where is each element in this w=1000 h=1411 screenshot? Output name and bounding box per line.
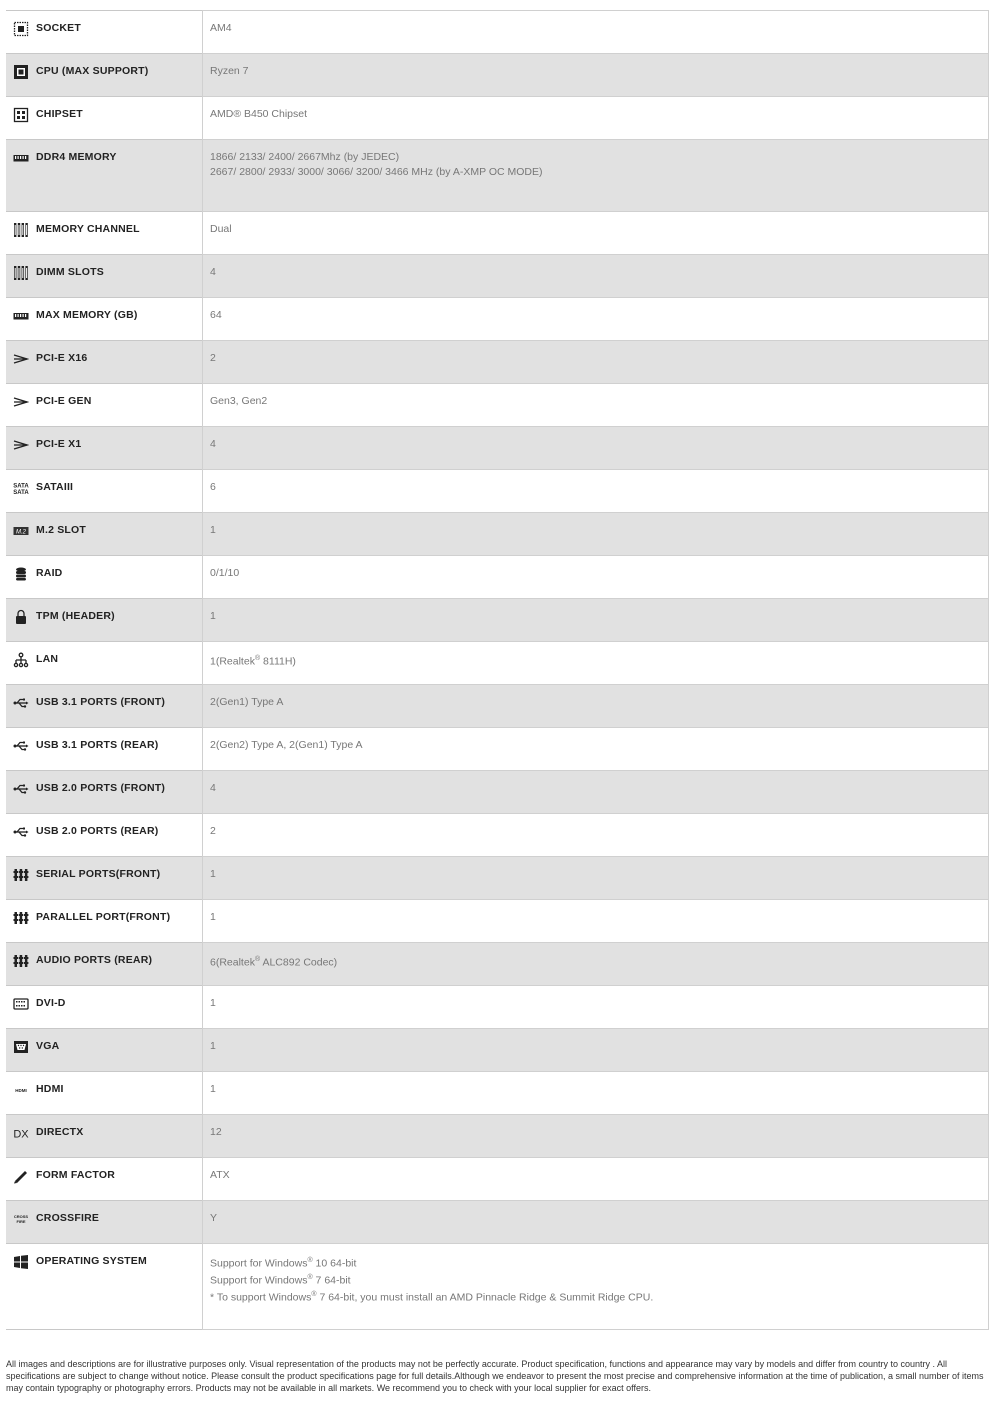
spec-label-cell	[6, 1158, 202, 1201]
spec-name: CHIPSET	[36, 108, 83, 120]
lan-icon	[13, 652, 29, 668]
spec-row	[6, 728, 989, 771]
spec-row	[6, 1201, 989, 1244]
spec-row	[6, 685, 989, 728]
spec-value-line: 0/1/10	[210, 567, 240, 579]
dvi-icon	[13, 996, 29, 1012]
spec-value-line: 6	[210, 481, 216, 493]
spec-label-cell	[6, 1201, 202, 1244]
spec-value	[202, 599, 989, 642]
spec-value-line: ATX	[210, 1169, 230, 1181]
spec-label-cell	[6, 900, 202, 943]
svg-text:SATA: SATA	[13, 490, 29, 496]
spec-value-line: 2(Gen1) Type A	[210, 696, 284, 708]
spec-name: SERIAL PORTS(FRONT)	[36, 868, 161, 880]
spec-value	[202, 728, 989, 771]
spec-name: MAX MEMORY (GB)	[36, 309, 138, 321]
spec-value	[202, 384, 989, 427]
socket-icon	[13, 21, 29, 37]
spec-label-cell	[6, 728, 202, 771]
spec-label-cell	[6, 556, 202, 599]
hdmi-icon	[13, 1082, 29, 1098]
spec-label-cell	[6, 298, 202, 341]
spec-value	[202, 642, 989, 685]
spec-label-cell	[6, 599, 202, 642]
spec-row	[6, 470, 989, 513]
windows-icon	[13, 1254, 29, 1270]
svg-text:M.2: M.2	[15, 529, 27, 536]
spec-value-line: 4	[210, 438, 216, 450]
usb-icon	[13, 695, 29, 711]
spec-table	[6, 10, 989, 1330]
audio-ports-icon	[13, 910, 29, 926]
spec-name: CROSSFIRE	[36, 1212, 100, 1224]
spec-value-line: 1	[210, 524, 216, 536]
spec-label-cell	[6, 857, 202, 900]
spec-name: LAN	[36, 653, 59, 665]
spec-row	[6, 10, 989, 54]
spec-label-cell	[6, 341, 202, 384]
pcie-icon	[13, 351, 29, 367]
spec-value	[202, 97, 989, 140]
spec-label-cell	[6, 1072, 202, 1115]
spec-row	[6, 212, 989, 255]
spec-value-line: * To support Windows® 7 64-bit, you must install an AMD Pinnacle Ridge & Summit Ridge CPU.	[210, 1291, 654, 1304]
spec-row	[6, 384, 989, 427]
spec-row	[6, 599, 989, 642]
spec-value-line: 4	[210, 782, 216, 794]
spec-label-cell	[6, 1029, 202, 1072]
spec-label-cell	[6, 685, 202, 728]
spec-value	[202, 814, 989, 857]
usb-icon	[13, 824, 29, 840]
spec-value-line: 1	[210, 868, 216, 880]
spec-label-cell	[6, 427, 202, 470]
spec-value-line: 1	[210, 997, 216, 1009]
spec-value	[202, 943, 989, 986]
spec-value-line: 4	[210, 266, 216, 278]
sata-icon	[13, 480, 29, 496]
spec-value	[202, 1029, 989, 1072]
spec-label-cell	[6, 384, 202, 427]
spec-value	[202, 298, 989, 341]
spec-row	[6, 943, 989, 986]
spec-value	[202, 857, 989, 900]
spec-row	[6, 556, 989, 599]
pcie-icon	[13, 394, 29, 410]
svg-text:SATA: SATA	[13, 483, 29, 490]
spec-name: USB 3.1 PORTS (REAR)	[36, 739, 159, 751]
spec-row	[6, 1244, 989, 1330]
svg-text:HDMI: HDMI	[15, 1088, 27, 1093]
svg-text:CROSS: CROSS	[13, 1214, 29, 1219]
spec-row	[6, 857, 989, 900]
spec-name: MEMORY CHANNEL	[36, 223, 140, 235]
spec-name: OPERATING SYSTEM	[36, 1255, 147, 1267]
spec-row	[6, 642, 989, 685]
spec-name: TPM (HEADER)	[36, 610, 115, 622]
spec-row	[6, 1029, 989, 1072]
spec-value	[202, 140, 989, 212]
spec-label-cell	[6, 97, 202, 140]
spec-label-cell	[6, 513, 202, 556]
chipset-icon	[13, 107, 29, 123]
spec-name: DIMM SLOTS	[36, 266, 104, 278]
spec-row	[6, 771, 989, 814]
spec-value	[202, 1072, 989, 1115]
svg-text:DX: DX	[13, 1128, 29, 1141]
spec-value	[202, 986, 989, 1029]
spec-value-line: 12	[210, 1126, 222, 1138]
pcie-icon	[13, 437, 29, 453]
directx-icon	[13, 1125, 29, 1141]
disclaimer-text: All images and descriptions are for illustrative purposes only. Visual representation of the products may not be perfectly accurate. Product specification, functions and appearance may vary by models and differ from country to country . All specifications are subject to change without notice. Please consult the product specifications page for full details.Although we endeavor to present the most precise and comprehensive information at the time of publication, a small number of items may contain typography or photography errors. Products may not be available in all markets. We recommend you to check with your local supplier for exact offers.	[6, 1359, 984, 1394]
spec-row	[6, 97, 989, 140]
spec-value-line: AMD® B450 Chipset	[210, 108, 308, 120]
spec-row	[6, 986, 989, 1029]
spec-value	[202, 10, 989, 54]
spec-label-cell	[6, 54, 202, 97]
spec-row	[6, 1158, 989, 1201]
spec-row	[6, 54, 989, 97]
spec-value	[202, 212, 989, 255]
crossfire-icon	[13, 1211, 29, 1227]
spec-value-line: Support for Windows® 10 64-bit	[210, 1257, 357, 1270]
spec-value-line: 1	[210, 1040, 216, 1052]
spec-value	[202, 1244, 989, 1330]
spec-value	[202, 513, 989, 556]
spec-row	[6, 513, 989, 556]
spec-name: VGA	[36, 1040, 60, 1052]
spec-row	[6, 1072, 989, 1115]
spec-value	[202, 900, 989, 943]
spec-name: USB 2.0 PORTS (FRONT)	[36, 782, 166, 794]
spec-row	[6, 341, 989, 384]
spec-label-cell	[6, 986, 202, 1029]
lock-icon	[13, 609, 29, 625]
spec-value-line: Ryzen 7	[210, 65, 249, 77]
spec-value	[202, 54, 989, 97]
spec-value-line: 6(Realtek® ALC892 Codec)	[210, 956, 338, 969]
spec-value	[202, 1158, 989, 1201]
spec-label-cell	[6, 771, 202, 814]
vga-icon	[13, 1039, 29, 1055]
spec-value-line: 2(Gen2) Type A, 2(Gen1) Type A	[210, 739, 363, 751]
spec-value-line: Gen3, Gen2	[210, 395, 268, 407]
audio-ports-icon	[13, 867, 29, 883]
spec-value	[202, 341, 989, 384]
spec-name: PCI-E X1	[36, 438, 82, 450]
spec-label-cell	[6, 943, 202, 986]
spec-label-cell	[6, 10, 202, 54]
dimm-slots-icon	[13, 265, 29, 281]
spec-label-cell	[6, 1115, 202, 1158]
spec-name: DIRECTX	[36, 1126, 84, 1138]
spec-name: SATAIII	[36, 481, 74, 493]
memory-channel-icon	[13, 222, 29, 238]
spec-name: CPU (MAX SUPPORT)	[36, 65, 149, 77]
spec-value-line: 2667/ 2800/ 2933/ 3000/ 3066/ 3200/ 3466 MHz (by A-XMP OC MODE)	[210, 165, 543, 178]
spec-row	[6, 255, 989, 298]
spec-row	[6, 427, 989, 470]
spec-label-cell	[6, 642, 202, 685]
spec-name: M.2 SLOT	[36, 524, 87, 536]
spec-label-cell	[6, 140, 202, 212]
spec-value-line: 64	[210, 309, 222, 321]
spec-name: HDMI	[36, 1083, 64, 1095]
cpu-icon	[13, 64, 29, 80]
spec-value	[202, 771, 989, 814]
spec-name: AUDIO PORTS (REAR)	[36, 954, 153, 966]
spec-value	[202, 556, 989, 599]
m2-icon	[13, 523, 29, 539]
spec-row	[6, 1115, 989, 1158]
spec-row	[6, 814, 989, 857]
spec-value-line: 1(Realtek® 8111H)	[210, 655, 296, 668]
spec-name: PCI-E X16	[36, 352, 88, 364]
spec-value-line: 2	[210, 825, 216, 837]
spec-value	[202, 1115, 989, 1158]
spec-label-cell	[6, 470, 202, 513]
spec-name: USB 2.0 PORTS (REAR)	[36, 825, 159, 837]
spec-name: USB 3.1 PORTS (FRONT)	[36, 696, 166, 708]
spec-label-cell	[6, 1244, 202, 1330]
usb-icon	[13, 738, 29, 754]
spec-name: PARALLEL PORT(FRONT)	[36, 911, 171, 923]
spec-value-line: 1	[210, 610, 216, 622]
spec-name: SOCKET	[36, 22, 81, 34]
svg-text:FIRE: FIRE	[16, 1219, 26, 1224]
spec-row	[6, 900, 989, 943]
spec-value	[202, 255, 989, 298]
spec-name: RAID	[36, 567, 63, 579]
form-factor-icon	[13, 1168, 29, 1184]
spec-value	[202, 470, 989, 513]
spec-value-line: 2	[210, 352, 216, 364]
spec-value-line: Y	[210, 1212, 218, 1224]
spec-value-line: 1	[210, 911, 216, 923]
spec-value-line: AM4	[210, 22, 232, 34]
spec-name: PCI-E GEN	[36, 395, 92, 407]
spec-value-line: Support for Windows® 7 64-bit	[210, 1274, 351, 1287]
usb-icon	[13, 781, 29, 797]
memory-icon	[13, 150, 29, 166]
raid-icon	[13, 566, 29, 582]
spec-label-cell	[6, 814, 202, 857]
spec-label-cell	[6, 255, 202, 298]
spec-row	[6, 298, 989, 341]
audio-ports-icon	[13, 953, 29, 969]
spec-value-line: 1	[210, 1083, 216, 1095]
spec-name: DVI-D	[36, 997, 66, 1009]
spec-name: DDR4 MEMORY	[36, 151, 117, 163]
spec-value	[202, 685, 989, 728]
spec-value	[202, 427, 989, 470]
spec-value-line: 1866/ 2133/ 2400/ 2667Mhz (by JEDEC)	[210, 151, 400, 163]
max-memory-icon	[13, 308, 29, 324]
spec-row	[6, 140, 989, 212]
spec-value-line: Dual	[210, 223, 232, 235]
spec-name: FORM FACTOR	[36, 1169, 116, 1181]
spec-value	[202, 1201, 989, 1244]
spec-label-cell	[6, 212, 202, 255]
